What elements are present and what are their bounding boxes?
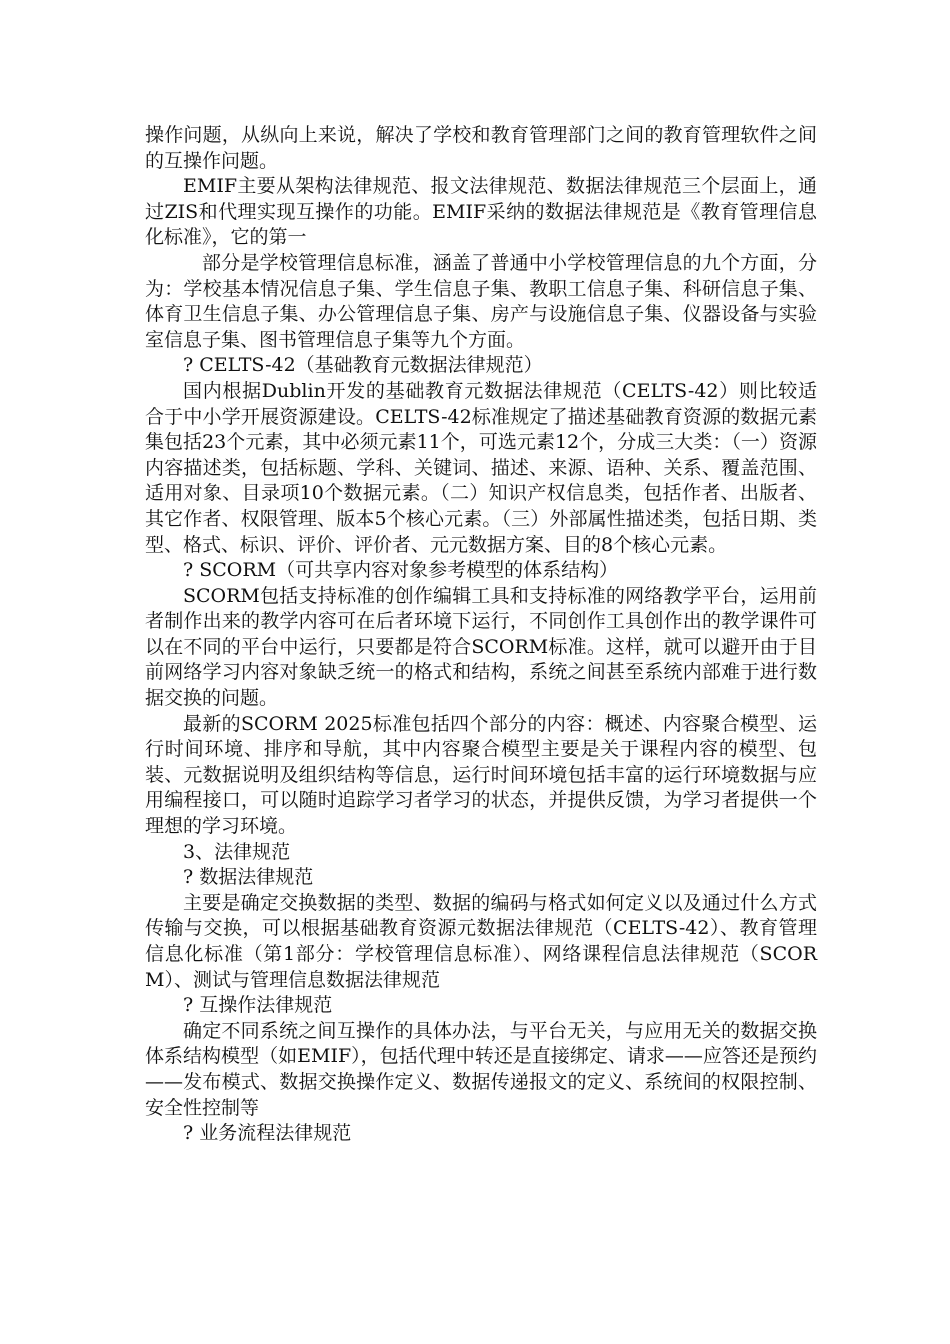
paragraph-data-spec: 主要是确定交换数据的类型、数据的编码与格式如何定义以及通过什么方式传输与交换，可以根据基础教育资源元数据法律规范（CELTS-42）、教育管理信息化标准（第1部分：学校管理信息标准）、网络课程信息法律规范（SCORM）、测试与管理信息数据法律规范: [145, 891, 817, 991]
heading-scorm: ? SCORM（可共享内容对象参考模型的体系结构）: [183, 559, 619, 582]
paragraph-celts-42: 国内根据Dublin开发的基础教育元数据法律规范（CELTS-42）则比较适合于中小学开展资源建设。CELTS-42标准规定了描述基础教育资源的数据元素集包括23个元素，其中必须元素11个，可选元素12个，分成三大类：（一）资源内容描述类，包括标题、学科、关键词、描述、来源、语种、关系、覆盖范围、适用对象、目录项10个数据元素。（二）知识产权信息类，包括作者、出版者、其它作者、权限管理、版本5个核心元素。（三）外部属性描述类，包括日期、类型、格式、标识、评价、评价者、元元数据方案、目的8个核心元素。: [145, 379, 817, 556]
paragraph-interop-spec: 确定不同系统之间互操作的具体办法，与平台无关，与应用无关的数据交换体系结构模型（如EMIF），包括代理中转还是直接绑定、请求——应答还是预约——发布模式、数据交换操作定义、数据传递报文的定义、系统间的权限控制、安全性控制等: [145, 1019, 817, 1119]
paragraph-scorm-2025: 最新的SCORM 2025标准包括四个部分的内容：概述、内容聚合模型、运行时间环境、排序和导航，其中内容聚合模型主要是关于课程内容的模型、包装、元数据说明及组织结构等信息，运行时间环境包括丰富的运行环境数据与应用编程接口，可以随时追踪学习者学习的状态，并提供反馈，为学习者提供一个理想的学习环境。: [145, 712, 817, 838]
document-page: [145, 123, 817, 1147]
paragraph-scorm-tools: SCORM包括支持标准的创作编辑工具和支持标准的网络教学平台，运用前者制作出来的教学内容可在后者环境下运行，不同创作工具创作出的教学课件可以在不同的平台中运行，只要都是符合SCORM标准。这样，就可以避开由于目前网络学习内容对象缺乏统一的格式和结构，系统之间甚至系统内部难于进行数据交换的问题。: [145, 584, 817, 710]
paragraph-interop-continued: 操作问题，从纵向上来说，解决了学校和教育管理部门之间的教育管理软件之间的互操作问题。: [145, 124, 817, 172]
paragraph-school-info-standard: 部分是学校管理信息标准，涵盖了普通中小学校管理信息的九个方面，分为：学校基本情况信息子集、学生信息子集、教职工信息子集、科研信息子集、体育卫生信息子集、办公管理信息子集、房产与设施信息子集、仪器设备与实验室信息子集、图书管理信息子集等九个方面。: [145, 251, 817, 351]
heading-celts-42: ? CELTS-42（基础教育元数据法律规范）: [183, 354, 543, 377]
heading-workflow-spec: ? 业务流程法律规范: [183, 1122, 352, 1145]
heading-section-3: 3、法律规范: [183, 840, 291, 863]
heading-data-spec: ? 数据法律规范: [183, 866, 314, 889]
heading-interop-spec: ? 互操作法律规范: [183, 994, 333, 1017]
paragraph-emif-intro: EMIF主要从架构法律规范、报文法律规范、数据法律规范三个层面上，通过ZIS和代理实现互操作的功能。EMIF采纳的数据法律规范是《教育管理信息化标准》，它的第一: [145, 175, 817, 249]
